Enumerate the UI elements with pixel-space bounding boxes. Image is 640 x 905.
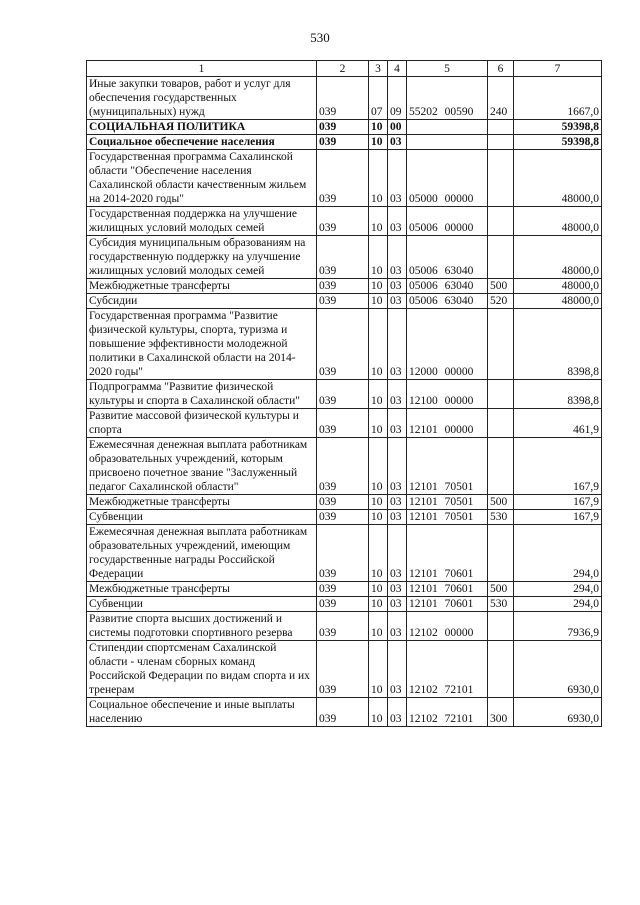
ministry-code: 039 <box>317 612 369 641</box>
expense-type-code: 240 <box>488 77 514 120</box>
expense-type-code <box>488 135 514 150</box>
expense-type-code <box>488 380 514 409</box>
subsection-code: 03 <box>388 135 407 150</box>
target-article-code: 12101 70601 <box>407 525 488 582</box>
column-header: 7 <box>514 61 602 77</box>
table-row <box>87 135 602 150</box>
ministry-code: 039 <box>317 525 369 582</box>
section-code: 10 <box>369 510 388 525</box>
section-code: 10 <box>369 135 388 150</box>
ministry-code: 039 <box>317 409 369 438</box>
amount-value: 6930,0 <box>514 698 602 727</box>
ministry-code: 039 <box>317 77 369 120</box>
target-article-code: 12100 00000 <box>407 380 488 409</box>
section-code: 10 <box>369 409 388 438</box>
item-name: Социальное обеспечение и иные выплаты населению <box>87 698 317 727</box>
section-code: 10 <box>369 597 388 612</box>
subsection-code: 03 <box>388 309 407 380</box>
target-article-code: 05006 63040 <box>407 279 488 294</box>
target-article-code: 12101 70501 <box>407 438 488 495</box>
expense-type-code: 530 <box>488 597 514 612</box>
subsection-code: 03 <box>388 597 407 612</box>
section-code: 10 <box>369 150 388 207</box>
amount-value: 167,9 <box>514 438 602 495</box>
section-code: 10 <box>369 612 388 641</box>
target-article-code: 05006 63040 <box>407 236 488 279</box>
target-article-code: 12101 70501 <box>407 510 488 525</box>
expense-type-code: 530 <box>488 510 514 525</box>
amount-value: 48000,0 <box>514 150 602 207</box>
item-name: Субсидия муниципальным образованиям на государственную поддержку на улучшение жилищных условий молодых семей <box>87 236 317 279</box>
table-row <box>87 120 602 135</box>
item-name: Ежемесячная денежная выплата работникам образовательных учреждений, имеющим государственные награды Российской Федерации <box>87 525 317 582</box>
expense-type-code: 300 <box>488 698 514 727</box>
section-code: 10 <box>369 495 388 510</box>
subsection-code: 09 <box>388 77 407 120</box>
section-code: 10 <box>369 120 388 135</box>
target-article-code <box>407 135 488 150</box>
amount-value: 8398,8 <box>514 309 602 380</box>
table-row <box>87 294 602 309</box>
target-article-code: 12000 00000 <box>407 309 488 380</box>
section-code: 10 <box>369 279 388 294</box>
table-row <box>87 438 602 495</box>
subsection-code: 03 <box>388 150 407 207</box>
item-name: Социальное обеспечение населения <box>87 135 317 150</box>
target-article-code: 12101 00000 <box>407 409 488 438</box>
item-name: Ежемесячная денежная выплата работникам образовательных учреждений, которым присвоено почетное звание "Заслуженный педагог Сахалинской области" <box>87 438 317 495</box>
subsection-code: 03 <box>388 279 407 294</box>
subsection-code: 03 <box>388 698 407 727</box>
section-code: 07 <box>369 77 388 120</box>
ministry-code: 039 <box>317 582 369 597</box>
item-name: Государственная программа "Развитие физической культуры, спорта, туризма и повышение эффективности молодежной политики в Сахалинской области на 2014-2020 годы" <box>87 309 317 380</box>
amount-value: 59398,8 <box>514 120 602 135</box>
ministry-code: 039 <box>317 150 369 207</box>
header-row <box>87 61 602 77</box>
subsection-code: 03 <box>388 510 407 525</box>
target-article-code: 12101 70601 <box>407 582 488 597</box>
subsection-code: 00 <box>388 120 407 135</box>
table-row <box>87 641 602 698</box>
amount-value: 167,9 <box>514 510 602 525</box>
column-header: 2 <box>317 61 369 77</box>
target-article-code: 12102 00000 <box>407 612 488 641</box>
subsection-code: 03 <box>388 207 407 236</box>
expense-type-code: 500 <box>488 279 514 294</box>
column-header: 6 <box>488 61 514 77</box>
item-name: Подпрограмма "Развитие физической культуры и спорта в Сахалинской области" <box>87 380 317 409</box>
amount-value: 167,9 <box>514 495 602 510</box>
subsection-code: 03 <box>388 438 407 495</box>
expense-type-code <box>488 612 514 641</box>
table-row <box>87 510 602 525</box>
amount-value: 7936,9 <box>514 612 602 641</box>
subsection-code: 03 <box>388 612 407 641</box>
subsection-code: 03 <box>388 525 407 582</box>
item-name: Развитие массовой физической культуры и спорта <box>87 409 317 438</box>
amount-value: 8398,8 <box>514 380 602 409</box>
table-row <box>87 525 602 582</box>
table-row <box>87 309 602 380</box>
section-code: 10 <box>369 641 388 698</box>
table-row <box>87 236 602 279</box>
ministry-code: 039 <box>317 438 369 495</box>
target-article-code: 12102 72101 <box>407 641 488 698</box>
target-article-code: 55202 00590 <box>407 77 488 120</box>
amount-value: 1667,0 <box>514 77 602 120</box>
item-name: Государственная программа Сахалинской области "Обеспечение населения Сахалинской области качественным жильем на 2014-2020 годы" <box>87 150 317 207</box>
subsection-code: 03 <box>388 409 407 438</box>
page-number: 530 <box>310 30 330 45</box>
ministry-code: 039 <box>317 597 369 612</box>
expense-type-code <box>488 641 514 698</box>
subsection-code: 03 <box>388 236 407 279</box>
expense-type-code <box>488 207 514 236</box>
amount-value: 59398,8 <box>514 135 602 150</box>
amount-value: 294,0 <box>514 582 602 597</box>
item-name: Развитие спорта высших достижений и системы подготовки спортивного резерва <box>87 612 317 641</box>
item-name: Субвенции <box>87 510 317 525</box>
subsection-code: 03 <box>388 380 407 409</box>
budget-table <box>86 60 602 727</box>
table-row <box>87 698 602 727</box>
item-name: Межбюджетные трансферты <box>87 495 317 510</box>
amount-value: 294,0 <box>514 597 602 612</box>
ministry-code: 039 <box>317 510 369 525</box>
item-name: Межбюджетные трансферты <box>87 582 317 597</box>
target-article-code: 12101 70501 <box>407 495 488 510</box>
section-code: 10 <box>369 294 388 309</box>
table-row <box>87 495 602 510</box>
item-name: Государственная поддержка на улучшение жилищных условий молодых семей <box>87 207 317 236</box>
expense-type-code <box>488 236 514 279</box>
ministry-code: 039 <box>317 380 369 409</box>
column-header: 1 <box>87 61 317 77</box>
ministry-code: 039 <box>317 207 369 236</box>
amount-value: 461,9 <box>514 409 602 438</box>
item-name: Межбюджетные трансферты <box>87 279 317 294</box>
section-code: 10 <box>369 698 388 727</box>
section-code: 10 <box>369 236 388 279</box>
amount-value: 48000,0 <box>514 279 602 294</box>
target-article-code: 05006 00000 <box>407 207 488 236</box>
subsection-code: 03 <box>388 294 407 309</box>
amount-value: 48000,0 <box>514 294 602 309</box>
ministry-code: 039 <box>317 641 369 698</box>
item-name: Стипендии спортсменам Сахалинской области - членам сборных команд Российской Федерации по видам спорта и их тренерам <box>87 641 317 698</box>
target-article-code: 12102 72101 <box>407 698 488 727</box>
column-header: 4 <box>388 61 407 77</box>
ministry-code: 039 <box>317 120 369 135</box>
expense-type-code: 520 <box>488 294 514 309</box>
item-name: Субвенции <box>87 597 317 612</box>
subsection-code: 03 <box>388 641 407 698</box>
amount-value: 6930,0 <box>514 641 602 698</box>
subsection-code: 03 <box>388 495 407 510</box>
section-code: 10 <box>369 309 388 380</box>
expense-type-code <box>488 150 514 207</box>
target-article-code: 12101 70601 <box>407 597 488 612</box>
table-row <box>87 612 602 641</box>
item-name: СОЦИАЛЬНАЯ ПОЛИТИКА <box>87 120 317 135</box>
table-row <box>87 77 602 120</box>
ministry-code: 039 <box>317 279 369 294</box>
ministry-code: 039 <box>317 495 369 510</box>
table-row <box>87 409 602 438</box>
subsection-code: 03 <box>388 582 407 597</box>
target-article-code: 05006 63040 <box>407 294 488 309</box>
table-row <box>87 207 602 236</box>
expense-type-code: 500 <box>488 495 514 510</box>
target-article-code <box>407 120 488 135</box>
ministry-code: 039 <box>317 294 369 309</box>
column-header: 3 <box>369 61 388 77</box>
amount-value: 48000,0 <box>514 207 602 236</box>
amount-value: 294,0 <box>514 525 602 582</box>
expense-type-code <box>488 120 514 135</box>
table-row <box>87 582 602 597</box>
section-code: 10 <box>369 438 388 495</box>
table-row <box>87 380 602 409</box>
section-code: 10 <box>369 207 388 236</box>
section-code: 10 <box>369 582 388 597</box>
amount-value: 48000,0 <box>514 236 602 279</box>
expense-type-code <box>488 525 514 582</box>
table-row <box>87 150 602 207</box>
ministry-code: 039 <box>317 236 369 279</box>
item-name: Субсидии <box>87 294 317 309</box>
column-header: 5 <box>407 61 488 77</box>
expense-type-code <box>488 309 514 380</box>
section-code: 10 <box>369 525 388 582</box>
expense-type-code <box>488 409 514 438</box>
ministry-code: 039 <box>317 309 369 380</box>
table-row <box>87 597 602 612</box>
expense-type-code: 500 <box>488 582 514 597</box>
table-row <box>87 279 602 294</box>
section-code: 10 <box>369 380 388 409</box>
ministry-code: 039 <box>317 698 369 727</box>
target-article-code: 05000 00000 <box>407 150 488 207</box>
item-name: Иные закупки товаров, работ и услуг для обеспечения государственных (муниципальных) нужд <box>87 77 317 120</box>
expense-type-code <box>488 438 514 495</box>
ministry-code: 039 <box>317 135 369 150</box>
